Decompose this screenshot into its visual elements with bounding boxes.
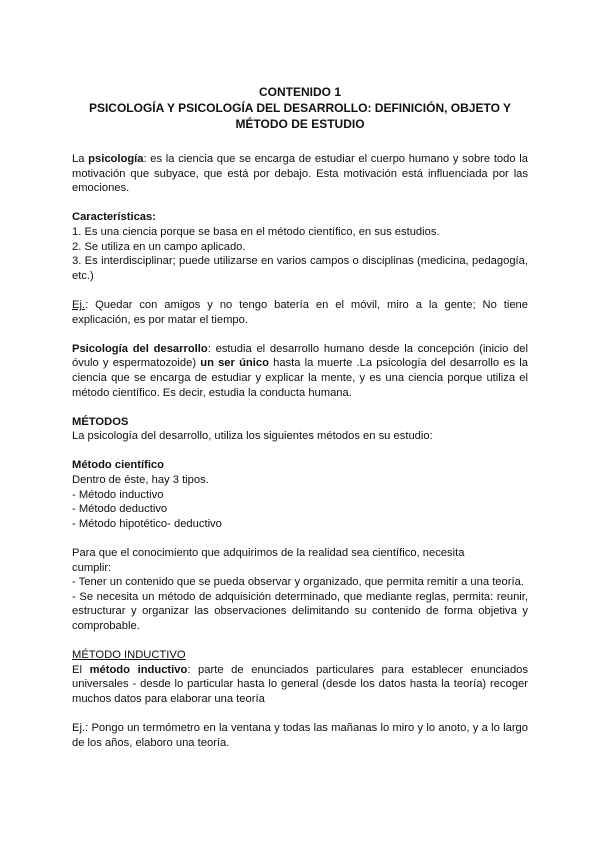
cientifico-line: - Método inductivo [72,488,164,501]
cientifico-section [72,458,528,531]
intro-prefix: La [72,153,89,165]
document-title [72,84,528,132]
cientifico-heading: Método científico [72,459,164,472]
intro-paragraph [72,152,528,196]
document-page [72,84,528,750]
cientifico-line: Dentro de éste, hay 3 tipos. [72,474,209,487]
metodos-section [72,415,528,444]
metodos-text: La psicología del desarrollo, utiliza los siguientes métodos en su estudio: [72,430,433,443]
desarrollo-bold: un ser único [200,357,269,370]
ejemplo-2-paragraph: Ej.: Pongo un termómetro en la ventana y todas las mañanas lo miro y lo anoto, y a lo largo de los años, elaboro una teoría. [72,722,528,749]
requisitos-line-1: Para que el conocimiento que adquirimos de la realidad sea científico, necesita [72,547,465,560]
title-line-1: CONTENIDO 1 [258,85,341,99]
desarrollo-paragraph [72,342,528,400]
title-line-3: MÉTODO DE ESTUDIO [235,117,365,131]
requisitos-item: - Tener un contenido que se pueda observar y organizado, que permita remitir a una teoría. [72,576,524,589]
requisitos-section [72,546,528,634]
intro-term: psicología [88,153,144,165]
intro-text: : es la ciencia que se encarga de estudiar el cuerpo humano y sobre todo la motivación que subyace, que está por debajo. Esta motivación está influenciada por las emociones. [72,153,529,195]
ejemplo-1-text: : Quedar con amigos y no tengo batería en el móvil, miro a la gente; No tiene explicación, es por matar el tiempo. [72,298,528,326]
title-line-2: PSICOLOGÍA Y PSICOLOGÍA DEL DESARROLLO: DEFINICIÓN, OBJETO Y [88,101,512,115]
caracteristicas-item: 2. Se utiliza en un campo aplicado. [72,240,246,253]
requisitos-line-2: cumplir: [72,561,112,574]
cientifico-line: - Método hipotético- deductivo [72,517,222,530]
caracteristicas-item: 3. Es interdisciplinar; puede utilizarse en varios campos o disciplinas (medicina, pedagogía, etc.) [72,255,528,282]
metodos-heading: MÉTODOS [72,415,129,428]
ejemplo-1-paragraph [72,298,528,327]
inductivo-prefix: El [72,663,90,676]
inductivo-term: método inductivo [89,663,188,676]
desarrollo-text-1: : estudia el desarrollo humano desde la concepción (inicio del óvulo y espermatozoide) [72,342,528,370]
caracteristicas-item: 1. Es una ciencia porque se basa en el método científico, en sus estudios. [72,225,440,238]
desarrollo-term: Psicología del desarrollo [72,342,208,355]
caracteristicas-section [72,210,528,283]
cientifico-line: - Método deductivo [72,503,168,516]
inductivo-section [72,648,528,706]
desarrollo-text-2: hasta la muerte .La psicología del desarrollo es la ciencia que se encarga de estudiar y explicar la mente, y es una ciencia porque utiliza el método científico. Es decir, estudia la conducta humana. [72,357,528,399]
inductivo-text: : parte de enunciados particulares para establecer enunciados universales - desde lo particular hasta lo general (desde los datos hasta la teoría) recoger muchos datos para elaborar una teoría [72,663,528,705]
requisitos-item: - Se necesita un método de adquisición determinado, que mediante reglas, permita: reunir, estructurar y organizar las observaciones delimitando su contenido de forma objetiva y comprobable. [72,590,528,632]
inductivo-heading: MÉTODO INDUCTIVO [72,649,186,662]
caracteristicas-heading: Características: [72,211,156,224]
ejemplo-1-label: Ej. [72,298,86,311]
